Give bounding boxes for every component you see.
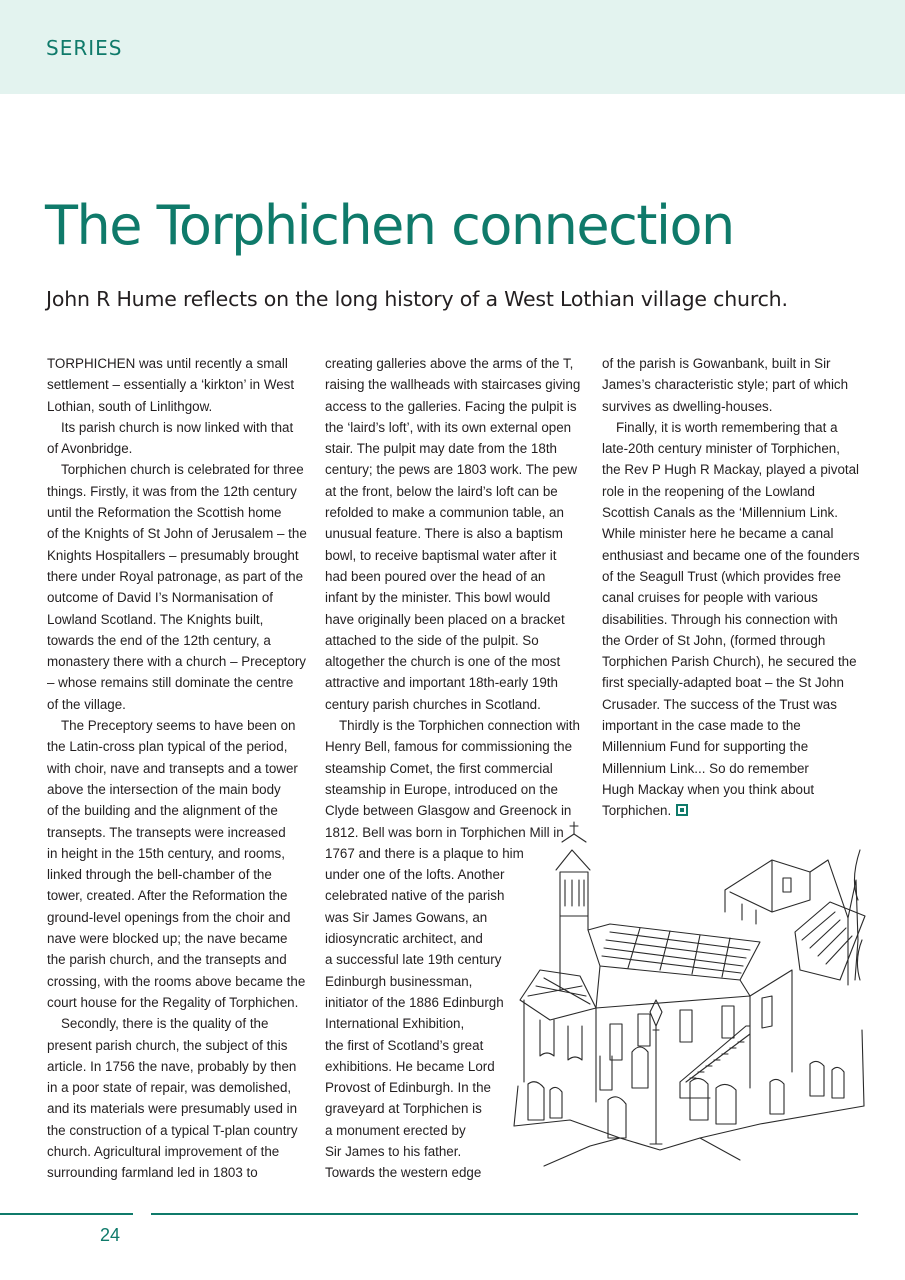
body-line: of the Knights of St John of Jerusalem – the xyxy=(47,526,307,542)
body-line: church. Agricultural improvement of the xyxy=(47,1143,280,1159)
body-line: James’s characteristic style; part of which xyxy=(602,377,849,393)
body-line: steamship in Europe, introduced on the xyxy=(325,781,558,797)
body-line: above the intersection of the main body xyxy=(47,781,281,797)
body-line: court house for the Regality of Torphichen. xyxy=(47,994,299,1010)
body-line: of the village. xyxy=(47,696,126,712)
body-line: infant by the minister. This bowl would xyxy=(325,590,551,606)
body-line: Towards the western edge xyxy=(325,1165,482,1181)
body-line: century; the pews are 1803 work. The pew xyxy=(325,462,578,478)
body-line: initiator of the 1886 Edinburgh xyxy=(325,994,504,1010)
body-line: idiosyncratic architect, and xyxy=(325,931,483,947)
body-line: disabilities. Through his connection with xyxy=(602,611,838,627)
body-line: nave were blocked up; the nave became xyxy=(47,931,288,947)
body-line: Scottish Canals as the ‘Millennium Link. xyxy=(602,505,838,521)
body-line: in a poor state of repair, was demolished, xyxy=(47,1080,292,1096)
body-line: Henry Bell, famous for commissioning the xyxy=(325,739,573,755)
body-line: of the Seagull Trust (which provides free xyxy=(602,568,841,584)
body-line: Millennium Link... So do remember xyxy=(602,760,809,776)
body-line: refolded to make a communion table, an xyxy=(325,505,564,521)
body-line: the parish church, and the transepts and xyxy=(47,952,287,968)
body-line: the ‘laird’s loft’, with its own external open xyxy=(325,419,572,435)
body-line: and its materials were presumably used in xyxy=(47,1101,298,1117)
body-line: Secondly, there is the quality of the xyxy=(61,1016,269,1032)
body-line: Knights Hospitallers – presumably brought xyxy=(47,547,299,563)
body-line: creating galleries above the arms of the T, xyxy=(325,356,574,371)
body-line: altogether the church is one of the most xyxy=(325,654,561,670)
body-line: have originally been placed on a bracket xyxy=(325,611,565,627)
body-line: crossing, with the rooms above became the xyxy=(47,973,306,989)
body-line: surrounding farmland led in 1803 to xyxy=(47,1165,258,1181)
body-line: role in the reopening of the Lowland xyxy=(602,483,815,499)
body-line: transepts. The transepts were increased xyxy=(47,824,286,840)
body-line: a monument erected by xyxy=(325,1122,466,1138)
body-line: Torphichen Parish Church), he secured the xyxy=(602,654,857,670)
body-line: Sir James to his father. xyxy=(325,1143,462,1159)
body-line: Its parish church is now linked with that xyxy=(61,419,294,435)
body-line: present parish church, the subject of this xyxy=(47,1037,288,1053)
body-line: attractive and important 18th-early 19th xyxy=(325,675,558,691)
body-line: the Latin-cross plan typical of the period, xyxy=(47,739,288,755)
body-line: bowl, to receive baptismal water after it xyxy=(325,547,557,563)
body-line: Finally, it is worth remembering that a xyxy=(616,419,838,435)
section-label: SERIES xyxy=(46,36,123,60)
body-line: Clyde between Glasgow and Greenock in xyxy=(325,803,572,819)
body-line: was Sir James Gowans, an xyxy=(325,909,488,925)
body-line: Millennium Fund for supporting the xyxy=(602,739,809,755)
body-line: Thirdly is the Torphichen connection with xyxy=(339,718,580,734)
body-line: Hugh Mackay when you think about xyxy=(602,781,815,797)
body-line: the Rev P Hugh R Mackay, played a pivotal xyxy=(602,462,860,478)
body-line: Torphichen church is celebrated for three xyxy=(61,462,304,478)
body-line: steamship Comet, the first commercial xyxy=(325,760,553,776)
end-mark-icon xyxy=(676,804,688,816)
body-line: 1812. Bell was born in Torphichen Mill in xyxy=(325,824,564,840)
body-line: outcome of David I’s Normanisation of xyxy=(47,590,274,606)
body-line: 1767 and there is a plaque to him xyxy=(325,845,524,861)
body-line: linked through the bell-chamber of the xyxy=(47,867,272,883)
body-line: in height in the 15th century, and rooms, xyxy=(47,845,285,861)
body-line: a successful late 19th century xyxy=(325,952,502,968)
body-line: stair. The pulpit may date from the 18th xyxy=(325,441,557,457)
body-line: the Order of St John, (formed through xyxy=(602,632,826,648)
body-line: late-20th century minister of Torphichen, xyxy=(602,441,840,457)
body-line: with choir, nave and transepts and a tower xyxy=(47,760,298,776)
body-line: survives as dwelling-houses. xyxy=(602,398,773,414)
body-line: enthusiast and became one of the founders xyxy=(602,547,860,563)
body-line: Lothian, south of Linlithgow. xyxy=(47,398,213,414)
body-line: access to the galleries. Facing the pulpit is xyxy=(325,398,577,414)
body-line: first specially-adapted boat – the St John xyxy=(602,675,844,691)
article-standfirst: John R Hume reflects on the long history of a West Lothian village church. xyxy=(46,287,788,311)
body-line: towards the end of the 12th century, a xyxy=(47,632,271,648)
body-line: The Preceptory seems to have been on xyxy=(61,718,296,734)
body-line: there under Royal patronage, as part of the xyxy=(47,568,304,584)
body-line: settlement – essentially a ‘kirkton’ in West xyxy=(47,377,295,393)
body-line: important in the case made to the xyxy=(602,718,801,734)
body-line: century parish churches in Scotland. xyxy=(325,696,541,712)
body-line: monastery there with a church – Preceptory xyxy=(47,654,307,670)
body-column-1 xyxy=(47,353,309,1184)
body-line: of the parish is Gowanbank, built in Sir xyxy=(602,356,831,371)
body-line: the first of Scotland’s great xyxy=(325,1037,484,1053)
body-line: Crusader. The success of the Trust was xyxy=(602,696,837,712)
body-line: at the front, below the laird’s loft can be xyxy=(325,483,558,499)
body-line: Provost of Edinburgh. In the xyxy=(325,1080,491,1096)
body-line: of the building and the alignment of the xyxy=(47,803,278,819)
body-line: raising the wallheads with staircases giving xyxy=(325,377,581,393)
body-line: under one of the lofts. Another xyxy=(325,867,505,883)
body-line: things. Firstly, it was from the 12th century xyxy=(47,483,297,499)
body-line: ground-level openings from the choir and xyxy=(47,909,291,925)
article-title: The Torphichen connection xyxy=(45,194,734,257)
body-line: TORPHICHEN was until recently a small xyxy=(47,356,288,371)
body-line: Torphichen. xyxy=(602,800,864,821)
body-line: Edinburgh businessman, xyxy=(325,973,473,989)
body-line: attached to the side of the pulpit. So xyxy=(325,632,539,648)
body-line: Lowland Scotland. The Knights built, xyxy=(47,611,264,627)
body-line: celebrated native of the parish xyxy=(325,888,505,904)
footer-rule-right xyxy=(151,1213,858,1215)
body-line: had been poured over the head of an xyxy=(325,568,546,584)
body-line: graveyard at Torphichen is xyxy=(325,1101,482,1117)
body-line: the construction of a typical T-plan country xyxy=(47,1122,298,1138)
body-line: – whose remains still dominate the centre xyxy=(47,675,294,691)
body-line: While minister here he became a canal xyxy=(602,526,834,542)
footer-rule-left xyxy=(0,1213,133,1215)
church-illustration xyxy=(510,820,870,1168)
body-line: until the Reformation the Scottish home xyxy=(47,505,282,521)
body-line: tower, created. After the Reformation the xyxy=(47,888,288,904)
body-line: of Avonbridge. xyxy=(47,441,133,457)
body-line: article. In 1756 the nave, probably by then xyxy=(47,1058,297,1074)
body-line: International Exhibition, xyxy=(325,1016,465,1032)
body-line: exhibitions. He became Lord xyxy=(325,1058,495,1074)
section-banner xyxy=(0,0,905,94)
body-line: canal cruises for people with various xyxy=(602,590,818,606)
page-number: 24 xyxy=(100,1225,121,1245)
body-line: unusual feature. There is also a baptism xyxy=(325,526,563,542)
body-column-3 xyxy=(602,353,864,822)
